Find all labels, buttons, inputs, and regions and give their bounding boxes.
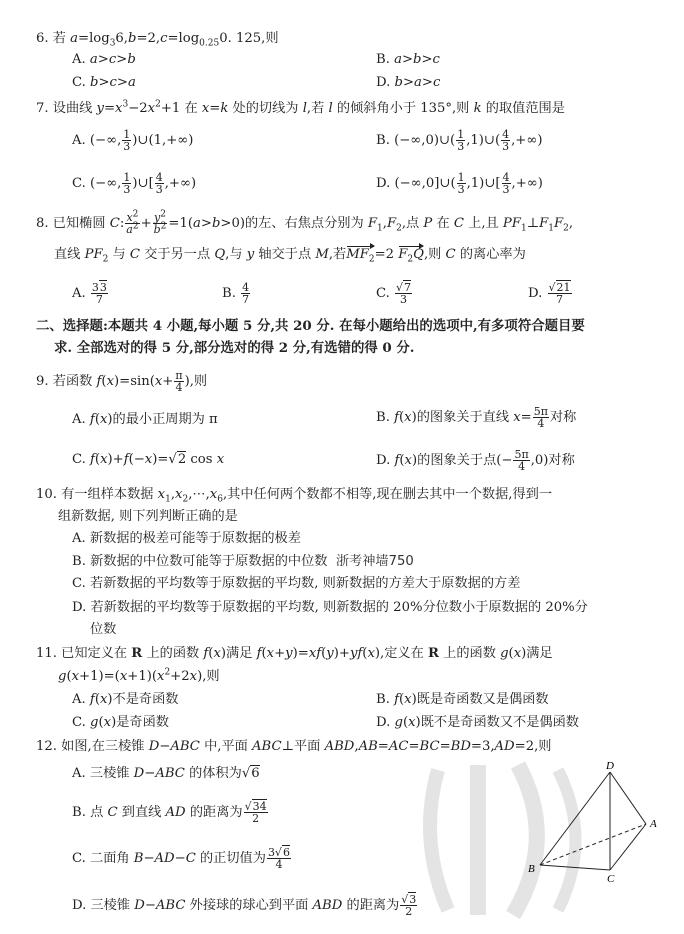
- section-2-heading-line2: 求. 全部选对的得 5 分,部分选对的得 2 分,有选错的得 0 分.: [54, 340, 415, 356]
- label-c: C: [607, 873, 615, 885]
- q9-option-b[interactable]: B. f(x)的图象关于直线 x= $\frac{5\pi}{4}$ 对称: [376, 405, 577, 430]
- q7-option-a[interactable]: A. (−∞, $\frac{1}{3}$ )∪(1,+∞): [72, 128, 194, 153]
- watermark-text: 浙考神墙750: [335, 554, 414, 569]
- q10-option-a[interactable]: A. 新数据的极差可能等于原数据的极差: [72, 531, 301, 546]
- q7-option-c[interactable]: C. (−∞, $\frac{1}{3}$ )∪[ $\frac{4}{3}$ ,+∞): [72, 171, 197, 196]
- label-a: A: [650, 818, 657, 830]
- q7-option-d[interactable]: D. (−∞,0]∪( $\frac{1}{3}$ ,1)∪[ $\frac{4}{3}$ ,+∞): [376, 171, 543, 196]
- q8-option-d[interactable]: D. $\frac{√21}{7}$: [528, 281, 571, 306]
- q11-option-a[interactable]: A. f(x)不是奇函数: [72, 692, 179, 707]
- q11-stem-line2: $g(x+1)=(x+1)(x^2+2x)$,则: [58, 667, 220, 684]
- q6-option-b[interactable]: B. a>b>c: [376, 52, 440, 67]
- q11-stem-line1: 11. 已知定义在 R 上的函数 f(x)满足 f(x+y)=xf(y)+yf(x),定义在 R 上的函数 g(x)满足: [36, 646, 553, 661]
- q11-option-d[interactable]: D. g(x)既不是奇函数又不是偶函数: [376, 715, 579, 730]
- edge-da: [610, 772, 646, 824]
- q12-option-c[interactable]: C. 二面角 B−AD−C 的正切值为 $\frac{3√6}{4}$: [72, 846, 290, 871]
- label-d: D: [606, 760, 614, 772]
- q6-option-c[interactable]: C. b>c>a: [72, 75, 136, 90]
- q10-option-d-cont: 位数: [90, 622, 117, 637]
- q10-option-c[interactable]: C. 若新数据的平均数等于原数据的平均数, 则新数据的方差大于原数据的方差: [72, 576, 521, 591]
- q12-option-b[interactable]: B. 点 C 到直线 AD 的距离为 $\frac{√34}{2}$: [72, 800, 267, 825]
- q8-option-b[interactable]: B. $\frac{4}{7}$: [222, 281, 250, 306]
- q8-option-a[interactable]: A. $\frac{33}{7}$: [72, 281, 107, 306]
- q12-option-d[interactable]: D. 三棱锥 D−ABC 外接球的球心到平面 ABD 的距离为 $\frac{√3}{2}$: [72, 893, 417, 918]
- q8-stem-line2: 直线 $PF_2$ 与 C 交于另一点 Q,与 y 轴交于点 M,若$MF_2=2$ $F_2Q$,则 C 的离心率为: [54, 247, 526, 265]
- q12-stem: 12. 如图,在三棱锥 D−ABC 中,平面 ABC⊥平面 ABD,AB=AC=BC=BD=3,AD=2,则: [36, 739, 552, 754]
- q9-stem: 9. 若函数 f(x)=sin(x+ $\frac{\pi}{4}$ ),则: [36, 369, 208, 394]
- q7-stem: 7. 设曲线 $y=x^3-2x^2+1$ 在 x=k 处的切线为 l,若 l 的倾斜角小于 135°,则 k 的取值范围是: [36, 99, 565, 116]
- q10-option-b-text: B. 新数据的中位数可能等于原数据的中位数: [72, 554, 328, 569]
- edge-bc: [540, 865, 610, 870]
- pyramid-figure: [528, 760, 678, 890]
- q8-option-c[interactable]: C. $\frac{√7}{3}$: [376, 281, 412, 306]
- q10-stem-line1: 10. 有一组样本数据 $x_1,x_2,\cdots,x_6$,其中任何两个数都不相等,现在删去其中一个数据,得到一: [36, 487, 553, 505]
- label-b: B: [528, 863, 535, 875]
- q11-option-b[interactable]: B. f(x)既是奇函数又是偶函数: [376, 692, 549, 707]
- q10-option-d[interactable]: D. 若新数据的平均数等于原数据的平均数, 则新数据的 20%分位数小于原数据的 20%分: [72, 600, 588, 615]
- q11-option-c[interactable]: C. g(x)是奇函数: [72, 715, 169, 730]
- q9-option-c[interactable]: C. f(x)+f(−x)=√2 cos x: [72, 452, 225, 467]
- section-2-heading-line1: 二、选择题:本题共 4 小题,每小题 5 分,共 20 分. 在每小题给出的选项中,有多项符合题目要: [36, 318, 585, 334]
- q6-option-d[interactable]: D. b>a>c: [376, 75, 441, 90]
- q6-option-a[interactable]: A. a>c>b: [72, 52, 136, 67]
- q12-option-a[interactable]: A. 三棱锥 D−ABC 的体积为√6: [72, 766, 260, 781]
- q8-stem-line1: 8. 已知椭圆 C: $\frac{x^2}{a^2}$ + $\frac{y^2}{b^2}$ =1(a>b>0)的左、右焦点分别为 $F_1,F_2$,点 P 在 C 上,且 $PF_1\perp F_1F_2$,: [36, 209, 574, 236]
- q10-option-b[interactable]: [72, 553, 414, 571]
- q9-option-d[interactable]: D. f(x)的图象关于点(− $\frac{5\pi}{4}$ ,0)对称: [376, 448, 575, 473]
- q9-option-a[interactable]: A. f(x)的最小正周期为 π: [72, 412, 218, 427]
- q6-stem: 6. 若 $a=\log_36,b=2,c=\log_{0.25}0$. 125,则: [36, 31, 279, 49]
- q10-stem-line2: 组新数据, 则下列判断正确的是: [58, 509, 238, 524]
- q7-option-b[interactable]: B. (−∞,0)∪( $\frac{1}{3}$ ,1)∪( $\frac{4}{3}$ ,+∞): [376, 128, 543, 153]
